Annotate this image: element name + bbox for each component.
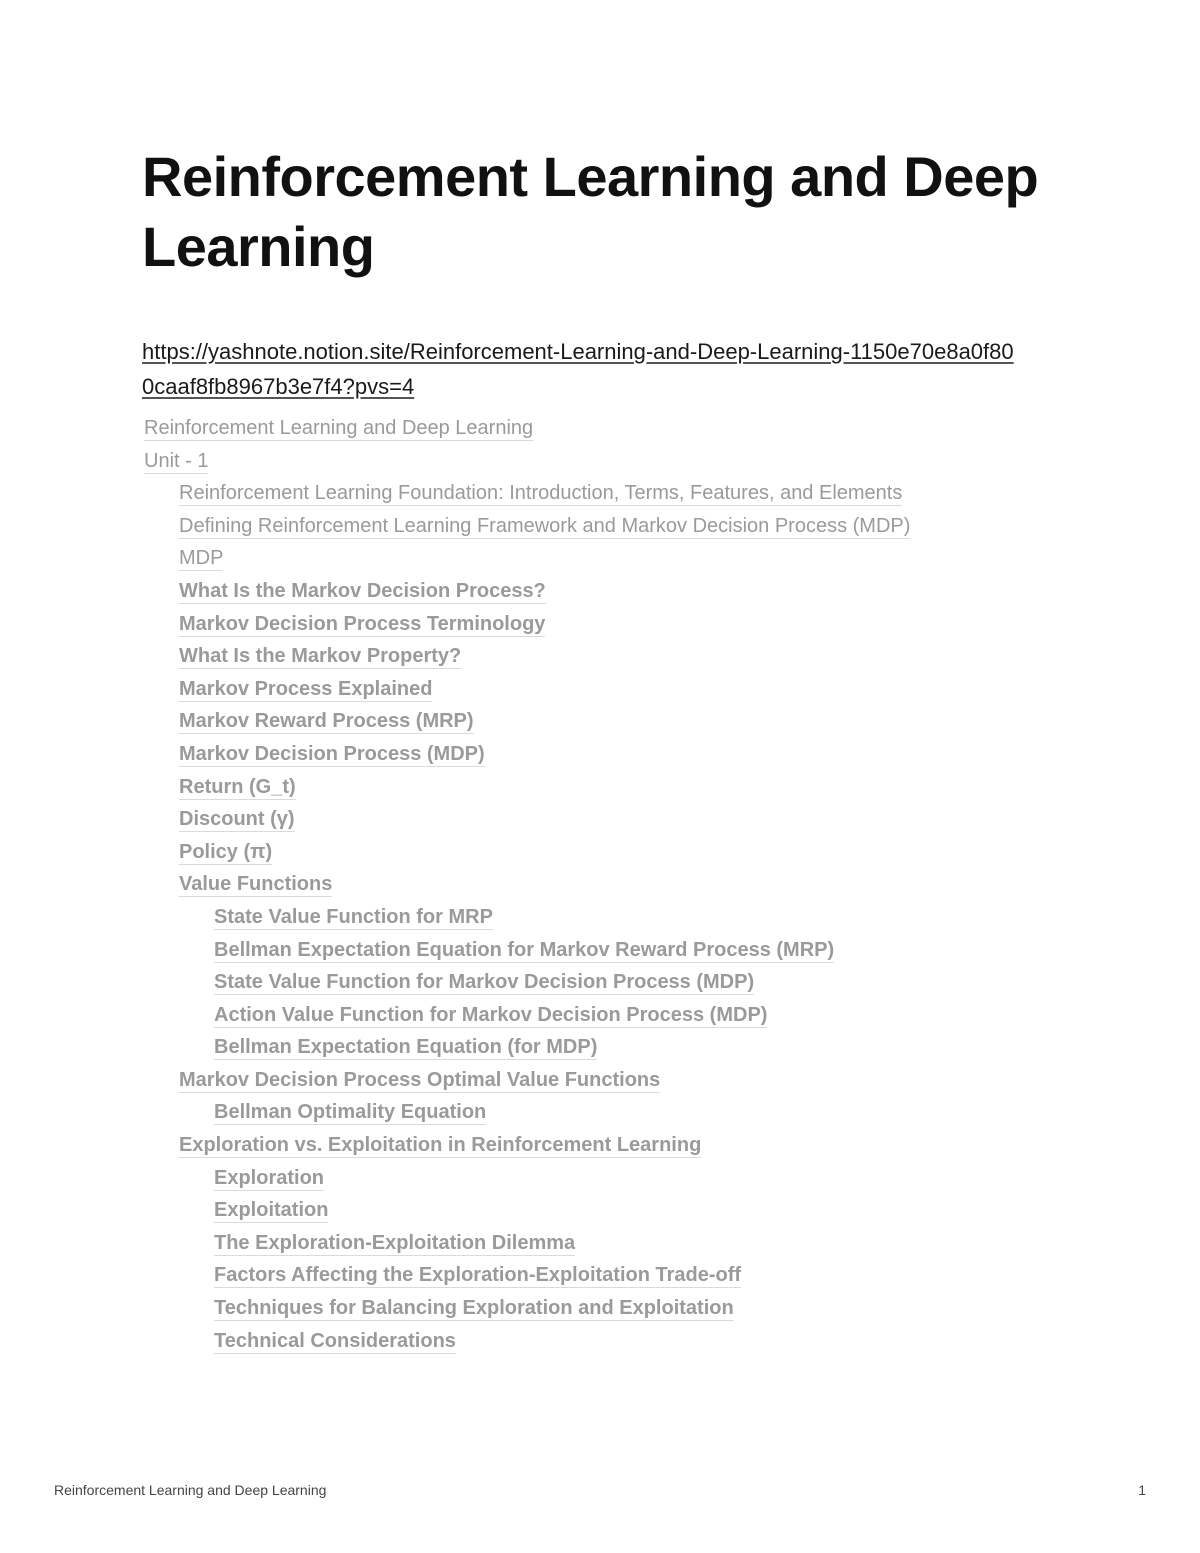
- toc-item: [142, 771, 1042, 804]
- toc-link[interactable]: State Value Function for Markov Decision Process (MDP): [214, 971, 755, 994]
- toc-link[interactable]: Unit - 1: [144, 449, 209, 472]
- toc-link[interactable]: Exploration: [214, 1166, 325, 1189]
- toc-item: [142, 1259, 1042, 1292]
- toc-item: [142, 836, 1042, 869]
- toc-item: [142, 510, 1042, 543]
- toc-link[interactable]: Reinforcement Learning and Deep Learning: [144, 417, 534, 439]
- toc-link[interactable]: Technical Considerations: [214, 1329, 456, 1352]
- toc-link[interactable]: Markov Process Explained: [179, 677, 433, 700]
- toc-item: [142, 1292, 1042, 1325]
- toc-link[interactable]: Bellman Expectation Equation for Markov Reward Process (MRP): [214, 938, 835, 961]
- toc-item: [142, 868, 1042, 901]
- toc-link[interactable]: Reinforcement Learning Foundation: Introduction, Terms, Features, and Elements: [179, 482, 903, 505]
- toc-link[interactable]: Discount (γ): [179, 808, 295, 831]
- toc-item: [142, 1064, 1042, 1097]
- toc-link[interactable]: What Is the Markov Decision Process?: [179, 579, 546, 602]
- toc-link[interactable]: Return (G_t): [179, 775, 296, 798]
- toc-link[interactable]: Techniques for Balancing Exploration and Exploitation: [214, 1297, 734, 1320]
- toc-link[interactable]: Bellman Optimality Equation: [214, 1101, 487, 1124]
- toc-item: [142, 999, 1042, 1032]
- toc-link[interactable]: Exploration vs. Exploitation in Reinforcement Learning: [179, 1134, 702, 1157]
- toc-item: [142, 705, 1042, 738]
- toc-item: [142, 1194, 1042, 1227]
- toc-item: [142, 1325, 1042, 1358]
- toc-item: [142, 738, 1042, 771]
- toc-item: [142, 803, 1042, 836]
- toc-link[interactable]: Markov Reward Process (MRP): [179, 710, 474, 733]
- toc-link[interactable]: Defining Reinforcement Learning Framework and Markov Decision Process (MDP): [179, 514, 911, 537]
- page-number: 1: [1138, 1482, 1146, 1498]
- toc-link[interactable]: Value Functions: [179, 873, 333, 896]
- toc-item: [142, 1129, 1042, 1162]
- toc-item: [142, 966, 1042, 999]
- toc-item: [142, 1227, 1042, 1260]
- toc-link[interactable]: Exploitation: [214, 1199, 329, 1222]
- toc-item: [142, 608, 1042, 641]
- toc-item: [142, 934, 1042, 967]
- page-title: Reinforcement Learning and Deep Learning: [142, 145, 1039, 278]
- toc-link[interactable]: Factors Affecting the Exploration-Exploitation Trade-off: [214, 1264, 742, 1287]
- toc-link[interactable]: What Is the Markov Property?: [179, 645, 462, 668]
- toc-item: [142, 477, 1042, 510]
- toc-item: [142, 1162, 1042, 1195]
- toc-item: [142, 542, 1042, 575]
- toc-link[interactable]: MDP: [179, 547, 224, 570]
- toc-link[interactable]: Markov Decision Process (MDP): [179, 742, 485, 765]
- toc-item: [142, 673, 1042, 706]
- toc-link[interactable]: Markov Decision Process Optimal Value Functions: [179, 1068, 661, 1091]
- toc-link[interactable]: The Exploration-Exploitation Dilemma: [214, 1231, 576, 1254]
- toc-link[interactable]: Markov Decision Process Terminology: [179, 612, 546, 635]
- toc-item: [142, 1031, 1042, 1064]
- table-of-contents: [142, 412, 1042, 1357]
- toc-item: [142, 575, 1042, 608]
- toc-item: [142, 412, 1042, 445]
- toc-item: [142, 1096, 1042, 1129]
- toc-link[interactable]: Action Value Function for Markov Decision Process (MDP): [214, 1003, 768, 1026]
- source-url-link[interactable]: https://yashnote.notion.site/Reinforcement-Learning-and-Deep-Learning-1150e70e8a0f800caaf8fb8967b3e7f4?pvs=4: [142, 339, 1014, 399]
- toc-item: [142, 901, 1042, 934]
- toc-item: [142, 445, 1042, 478]
- toc-item: [142, 640, 1042, 673]
- toc-link[interactable]: State Value Function for MRP: [214, 905, 493, 928]
- toc-link[interactable]: Bellman Expectation Equation (for MDP): [214, 1036, 598, 1059]
- toc-link[interactable]: Policy (π): [179, 840, 273, 863]
- footer-title: Reinforcement Learning and Deep Learning: [54, 1482, 327, 1498]
